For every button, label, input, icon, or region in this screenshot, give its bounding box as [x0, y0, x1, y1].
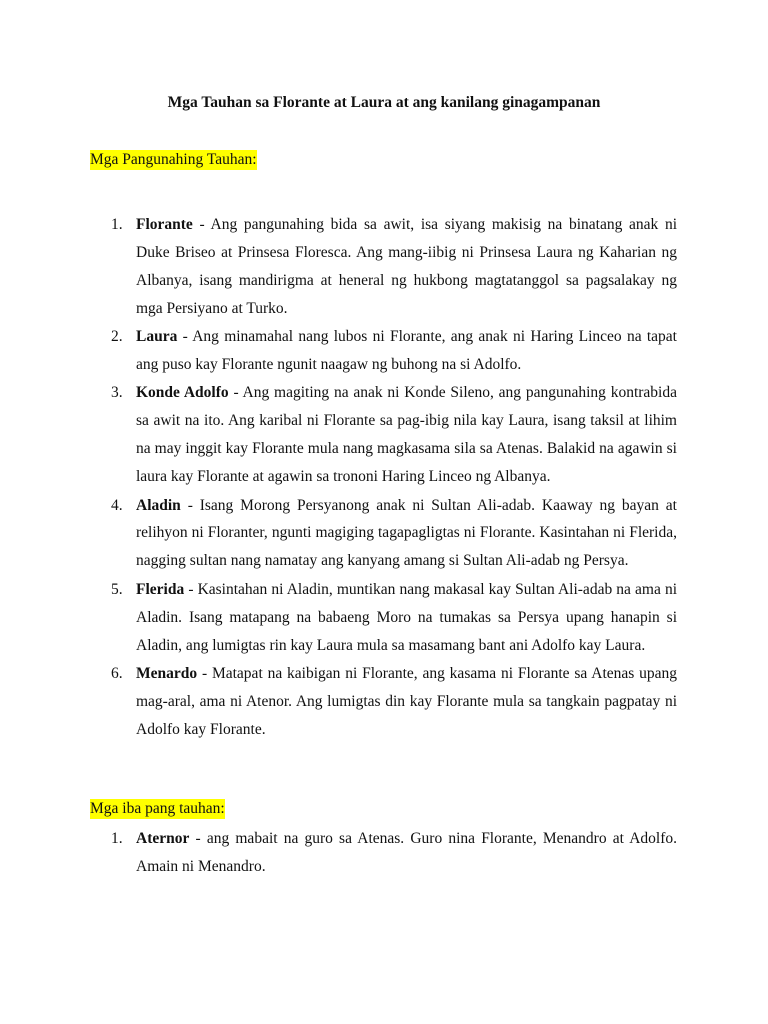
character-description: - Ang magiting na anak ni Konde Sileno, ang pangunahing kontrabida sa awit na ito. Ang karibal ni Florante sa pag-ibig nila kay Laura, isang taksil at lihim na may inggit kay Florante mula nang magkasama sila sa Atenas. Balakid na agawin si laura kay Florante at agawin sa trononi Haring Linceo ng Albanya. — [136, 384, 677, 486]
list-item-number: 6. — [111, 665, 123, 682]
highlighted-heading-text: Mga Pangunahing Tauhan: — [90, 151, 257, 168]
character-description: - Kasintahan ni Aladin, muntikan nang makasal kay Sultan Ali-adab na ama ni Aladin. Isang matapang na babaeng Moro na tumakas sa Persya upang hanapin si Aladin, ang lumigtas rin kay Laura mula sa masamang bant ani Adolfo kay Laura. — [136, 580, 677, 654]
list-item-number: 5. — [111, 580, 123, 598]
character-name: Menardo — [136, 665, 198, 682]
document-title: Mga Tauhan sa Florante at Laura at ang kanilang ginagampanan — [167, 94, 601, 111]
list-item-number: 1. — [111, 216, 123, 233]
list-item-number: 4. — [111, 496, 123, 514]
character-name: Florante — [136, 216, 193, 233]
character-name: Aternor — [136, 830, 190, 847]
list-item-number: 2. — [111, 328, 123, 346]
character-name: Laura — [136, 328, 178, 346]
list-item — [104, 211, 677, 323]
character-description: - Matapat na kaibigan ni Florante, ang kasama ni Florante sa Atenas upang mag-aral, ama ni Atenor. Ang lumigtas din kay Florante mula sa tangkain pagpatay ni Adolfo kay Florante. — [136, 665, 677, 738]
list-item — [104, 492, 677, 576]
list-item — [104, 660, 677, 744]
list-item — [104, 323, 677, 379]
list-item-number: 3. — [111, 384, 123, 402]
list-item-number: 1. — [111, 830, 123, 847]
other-characters-list — [104, 825, 677, 881]
section-heading-main-characters — [90, 149, 257, 171]
character-description: - Ang pangunahing bida sa awit, isa siyang makisig na binatang anak ni Duke Briseo at Prinsesa Floresca. Ang mang-iibig ni Prinsesa Laura ng Kaharian ng Albanya, isang mandirigma at heneral ng hukbong magtatanggol sa pagsalakay ng mga Persiyano at Turko. — [136, 216, 677, 317]
character-description: - Isang Morong Persyanong anak ni Sultan Ali-adab. Kaaway ng bayan at relihyon ni Floranter, ngunti magiging tagapagligtas ni Florante. Kasintahan ni Flerida, nagging sultan nang namatay ang kanyang amang si Sultan Ali-adab ng Persya. — [136, 496, 677, 570]
character-name: Aladin — [136, 496, 181, 514]
section-heading-other-characters — [90, 798, 225, 820]
character-description: - Ang minamahal nang lubos ni Florante, ang anak ni Haring Linceo na tapat ang puso kay Florante ngunit naagaw ng buhong na si Adolfo. — [136, 328, 677, 374]
character-name: Konde Adolfo — [136, 384, 229, 402]
list-item — [104, 379, 677, 491]
main-characters-list — [104, 211, 677, 744]
character-description: - ang mabait na guro sa Atenas. Guro nina Florante, Menandro at Adolfo. Amain ni Menandro. — [136, 830, 677, 875]
list-item — [104, 825, 677, 881]
highlighted-heading-text: Mga iba pang tauhan: — [90, 800, 225, 817]
list-item — [104, 576, 677, 660]
character-name: Flerida — [136, 580, 185, 598]
